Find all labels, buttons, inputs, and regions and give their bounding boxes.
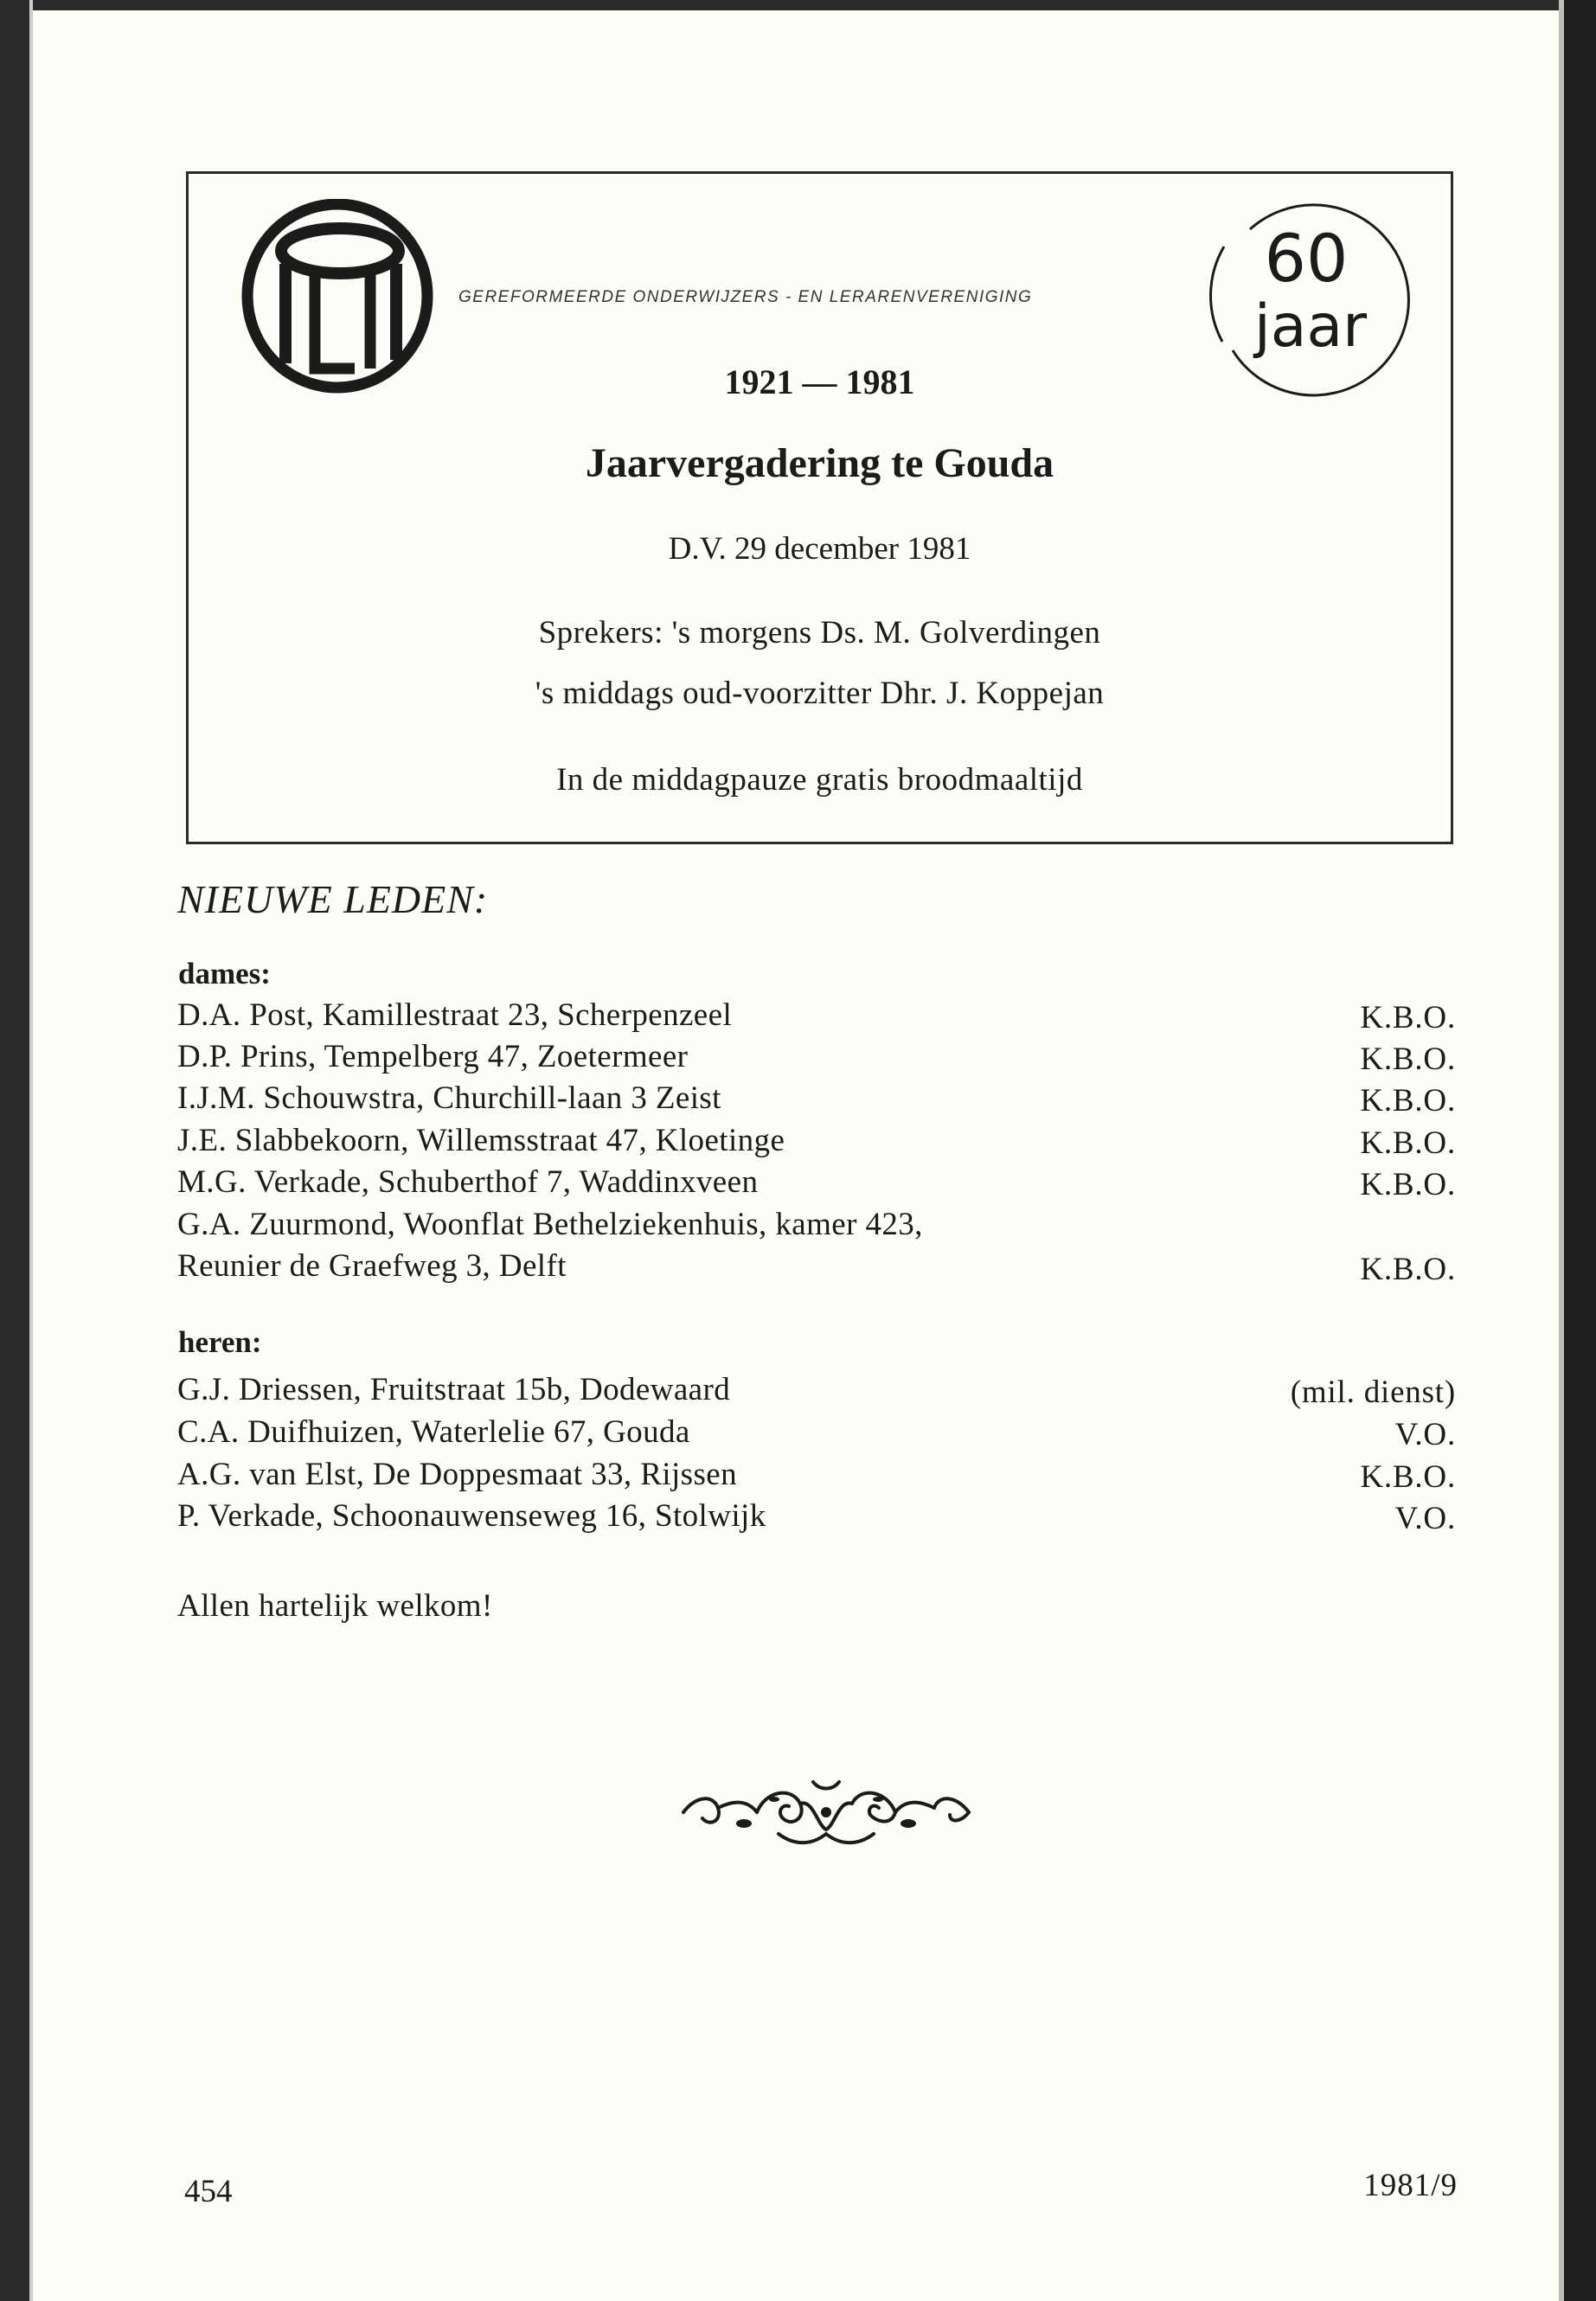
lunch-note: In de middagpauze gratis broodmaaltijd [556, 762, 1083, 798]
logo-left-mark: GOLV [240, 199, 243, 200]
member-school: (mil. dienst) [1290, 1375, 1456, 1410]
speakers-morning: Sprekers: 's morgens Ds. M. Golverdingen [538, 615, 1101, 651]
member-school: V.O. [1394, 1501, 1456, 1536]
member-row: A.G. van Elst, De Doppesmaat 33, Rijssen [177, 1457, 737, 1492]
meeting-title: Jaarvergadering te Gouda [585, 440, 1054, 486]
member-row: I.J.M. Schouwstra, Churchill-laan 3 Zeist [177, 1080, 721, 1116]
seal-word: jaar [1253, 292, 1368, 361]
seal-number: 60 [1264, 220, 1349, 297]
page-edge-left [29, 0, 33, 2301]
meeting-date: D.V. 29 december 1981 [668, 531, 971, 567]
anniversary-years: 1921 — 1981 [724, 362, 915, 401]
member-row: M.G. Verkade, Schuberthof 7, Waddinxveen [177, 1164, 759, 1200]
men-label: heren: [178, 1325, 262, 1359]
organization-name: GEREFORMEERDE ONDERWIJZERS - EN LERARENVERENIGING [458, 288, 1033, 306]
member-school: K.B.O. [1360, 1000, 1456, 1035]
member-school: K.B.O. [1360, 1083, 1456, 1118]
new-members-heading: NIEUWE LEDEN: [177, 877, 489, 921]
page-number: 454 [184, 2174, 233, 2209]
member-row: P. Verkade, Schoonauwenseweg 16, Stolwijk [177, 1498, 766, 1534]
scroll-ornament-icon [675, 1765, 977, 1860]
member-school: K.B.O. [1360, 1042, 1456, 1077]
member-row: J.E. Slabbekoorn, Willemsstraat 47, Kloetinge [177, 1123, 785, 1158]
scan-border-top [0, 0, 1596, 10]
member-school: V.O. [1394, 1417, 1456, 1452]
member-school: K.B.O. [1360, 1125, 1456, 1161]
member-row: G.A. Zuurmond, Woonflat Bethelziekenhuis, kamer 423, [177, 1207, 923, 1242]
member-school: K.B.O. [1360, 1459, 1456, 1495]
speakers-afternoon: 's middags oud-voorzitter Dhr. J. Koppejan [535, 676, 1105, 711]
member-row: D.A. Post, Kamillestraat 23, Scherpenzeel [177, 997, 733, 1033]
issue-number: 1981/9 [1363, 2168, 1458, 2203]
member-row-continued: Reunier de Graefweg 3, Delft [177, 1248, 567, 1284]
member-row: C.A. Duifhuizen, Waterlelie 67, Gouda [177, 1414, 690, 1450]
welcome-closing: Allen hartelijk welkom! [177, 1588, 493, 1624]
scan-border-right [1564, 0, 1596, 2301]
women-label: dames: [178, 957, 271, 990]
member-school: K.B.O. [1360, 1252, 1456, 1287]
member-row: D.P. Prins, Tempelberg 47, Zoetermeer [177, 1039, 689, 1074]
member-school: K.B.O. [1360, 1167, 1456, 1202]
member-row: G.J. Driessen, Fruitstraat 15b, Dodewaard [177, 1372, 731, 1407]
scan-border-left [0, 0, 29, 2301]
